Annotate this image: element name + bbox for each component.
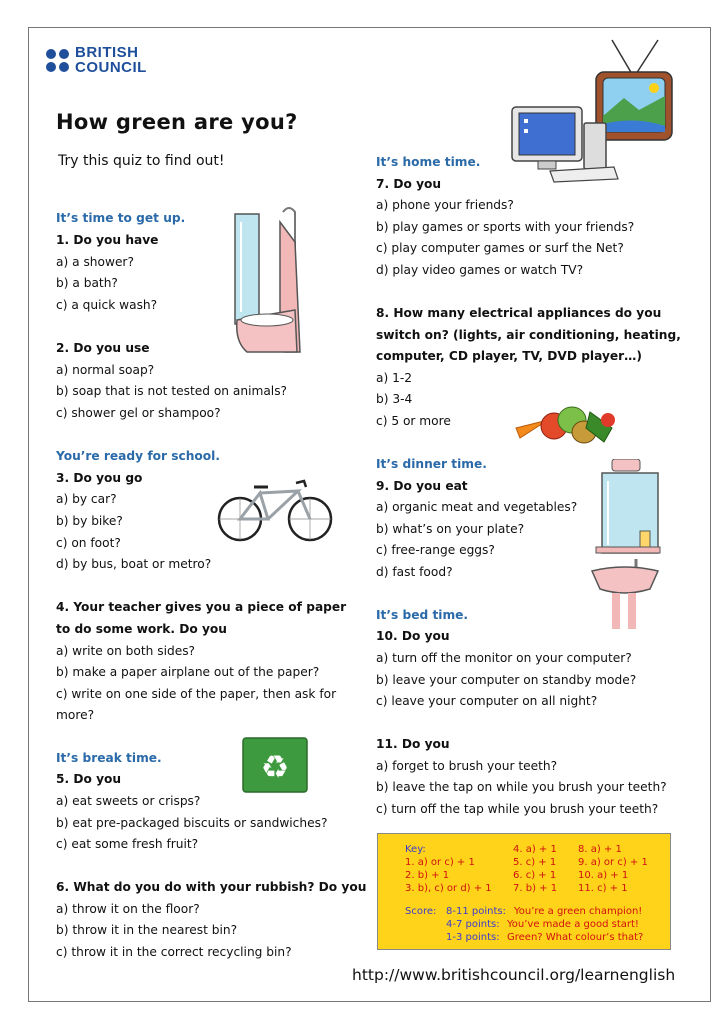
answer-option: b) eat pre-packaged biscuits or sandwiches? [56, 816, 328, 830]
logo-line-2: COUNCIL [75, 59, 147, 76]
answer-option: b) by bike? [56, 514, 123, 528]
answer-option: a) throw it on the floor? [56, 902, 200, 916]
section-heading: It’s time to get up. [56, 211, 186, 225]
answer-option: b) a bath? [56, 276, 118, 290]
answer-option: b) leave the tap on while you brush your teeth? [376, 780, 667, 794]
shower-screen-icon [235, 214, 259, 324]
key-item: 6. c) + 1 [513, 870, 557, 881]
answer-option: c) leave your computer on all night? [376, 694, 598, 708]
section-heading: It’s bed time. [376, 608, 469, 622]
answer-option: a) turn off the monitor on your computer? [376, 651, 632, 665]
answer-option: b) soap that is not tested on animals? [56, 384, 288, 398]
page-subtitle: Try this quiz to find out! [58, 153, 225, 169]
basin-icon [592, 567, 658, 593]
question: computer, CD player, TV, DVD player…) [376, 349, 642, 363]
answer-option: b) make a paper airplane out of the paper? [56, 665, 320, 679]
key-item: 4. a) + 1 [513, 844, 557, 855]
page-title: How green are you? [56, 110, 298, 134]
score-label: Score: [405, 906, 437, 917]
score-text: Green? What colour’s that? [507, 932, 644, 943]
question: switch on? (lights, air conditioning, heating, [376, 328, 681, 342]
key-item: 5. c) + 1 [513, 857, 557, 868]
sink-illustration [588, 459, 662, 631]
answer-option: a) write on both sides? [56, 644, 196, 658]
score-text: You’re a green champion! [514, 906, 643, 917]
answer-option: d) play video games or watch TV? [376, 263, 584, 277]
key-item: 11. c) + 1 [578, 883, 628, 894]
answer-option: b) leave your computer on standby mode? [376, 673, 637, 687]
answer-option: a) a shower? [56, 255, 134, 269]
section-heading: It’s dinner time. [376, 457, 487, 471]
answer-option: a) organic meat and vegetables? [376, 500, 578, 514]
vegetables-illustration [512, 398, 616, 446]
question: 3. Do you go [56, 471, 143, 485]
question: 9. Do you eat [376, 479, 468, 493]
bicycle-illustration [216, 473, 334, 545]
british-council-logo [46, 45, 147, 75]
answer-key-box [377, 833, 671, 950]
question: 11. Do you [376, 737, 450, 751]
keyboard-icon [550, 167, 618, 182]
answer-option: c) a quick wash? [56, 298, 158, 312]
answer-option: c) throw it in the correct recycling bin? [56, 945, 292, 959]
score-points: 8-11 points: [446, 906, 506, 917]
logo-line-1: BRITISH [75, 44, 139, 61]
score-text: You’ve made a good start! [507, 919, 639, 930]
footer-url[interactable]: http://www.britishcouncil.org/learnenglish [352, 966, 676, 984]
answer-option: b) throw it in the nearest bin? [56, 923, 238, 937]
logo-dots-icon [46, 49, 69, 72]
key-item: 10. a) + 1 [578, 870, 629, 881]
question: 10. Do you [376, 629, 450, 643]
answer-option: c) on foot? [56, 536, 121, 550]
recycle-icon: ♻ [260, 748, 290, 786]
question: 2. Do you use [56, 341, 150, 355]
question: 7. Do you [376, 177, 442, 191]
key-item: 2. b) + 1 [405, 870, 450, 881]
key-item: 1. a) or c) + 1 [405, 857, 475, 868]
antenna-icon [612, 40, 632, 74]
answer-option: b) what’s on your plate? [376, 522, 525, 536]
section-heading: You’re ready for school. [56, 449, 220, 463]
recycling-bin-illustration [241, 736, 309, 794]
section-heading: It’s home time. [376, 155, 481, 169]
toothbrush-cup-icon [640, 531, 650, 547]
score-points: 4-7 points: [446, 919, 500, 930]
answer-option: a) by car? [56, 492, 117, 506]
score-points: 1-3 points: [446, 932, 500, 943]
answer-option: b) 3-4 [376, 392, 413, 406]
question: 8. How many electrical appliances do you [376, 306, 662, 320]
answer-option: c) write on one side of the paper, then ask for [56, 687, 337, 701]
answer-option: a) forget to brush your teeth? [376, 759, 558, 773]
answer-option: a) normal soap? [56, 363, 155, 377]
key-item: 9. a) or c) + 1 [578, 857, 648, 868]
answer-option: c) shower gel or shampoo? [56, 406, 221, 420]
answer-option: c) turn off the tap while you brush your teeth? [376, 802, 659, 816]
question: 6. What do you do with your rubbish? Do you [56, 880, 367, 894]
question: to do some work. Do you [56, 622, 227, 636]
question: 5. Do you [56, 772, 122, 786]
answer-option: d) fast food? [376, 565, 453, 579]
answer-option: b) play games or sports with your friends? [376, 220, 635, 234]
answer-option: c) eat some fresh fruit? [56, 837, 199, 851]
answer-option: more? [56, 708, 95, 722]
key-item: 7. b) + 1 [513, 883, 558, 894]
answer-option: a) phone your friends? [376, 198, 514, 212]
shower-bath-illustration [225, 202, 323, 357]
answer-option: d) by bus, boat or metro? [56, 557, 212, 571]
question: 1. Do you have [56, 233, 159, 247]
key-item: 8. a) + 1 [578, 844, 622, 855]
key-item: 3. b), c) or d) + 1 [405, 883, 492, 894]
answer-option: a) 1-2 [376, 371, 413, 385]
computer-illustration [510, 103, 620, 183]
answer-option: c) play computer games or surf the Net? [376, 241, 624, 255]
answer-option: c) 5 or more [376, 414, 451, 428]
section-heading: It’s break time. [56, 751, 162, 765]
key-label: Key: [405, 844, 426, 855]
answer-option: c) free-range eggs? [376, 543, 495, 557]
question: 4. Your teacher gives you a piece of paper [56, 600, 347, 614]
answer-option: a) eat sweets or crisps? [56, 794, 201, 808]
